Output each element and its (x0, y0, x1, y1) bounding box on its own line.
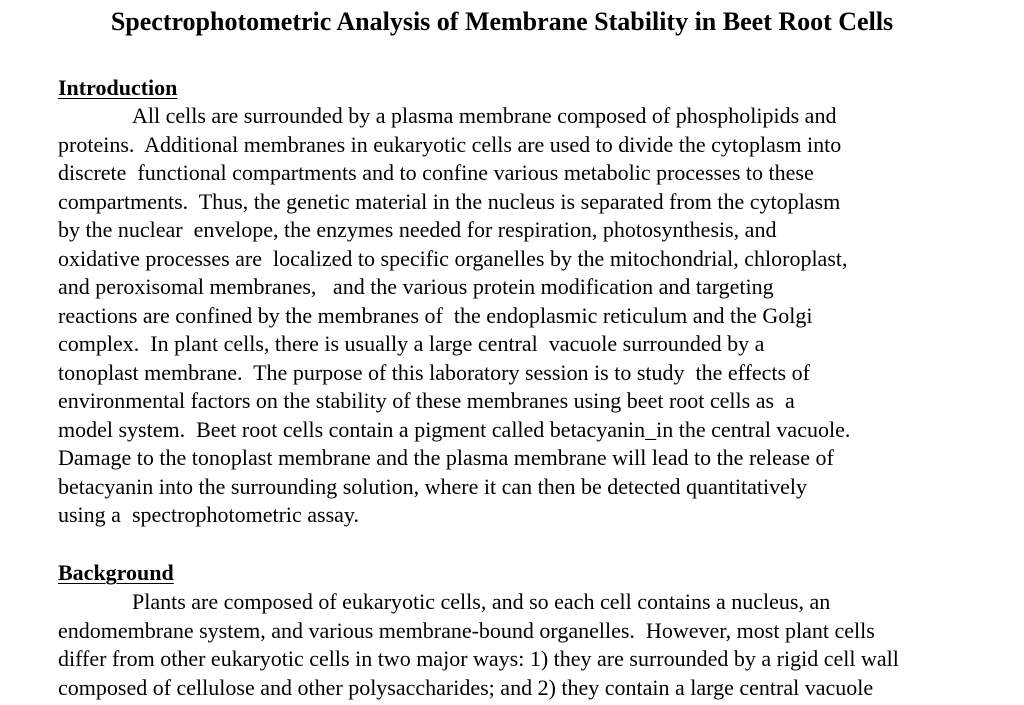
text-line: complex. In plant cells, there is usually a large central vacuole surrounded by a (58, 331, 765, 356)
text-line: Damage to the tonoplast membrane and the plasma membrane will lead to the release of (58, 445, 834, 470)
text-line: composed of cellulose and other polysaccharides; and 2) they contain a large central vacuole (58, 674, 874, 700)
text-line: and peroxisomal membranes, and the various protein modification and targeting (58, 274, 774, 299)
introduction-heading: Introduction (58, 75, 178, 100)
background-paragraph (58, 588, 1018, 702)
background-heading: Background (58, 560, 174, 585)
text-line: compartments. Thus, the genetic material in the nucleus is separated from the cytoplasm (58, 188, 841, 214)
text-line: differ from other eukaryotic cells in two major ways: 1) they are surrounded by a rigid cell wall (58, 646, 899, 671)
text-line: tonoplast membrane. The purpose of this laboratory session is to study the effects of (58, 359, 810, 385)
text-line: Plants are composed of eukaryotic cells, and so each cell contains a nucleus, an (132, 589, 831, 614)
document-title: Spectrophotometric Analysis of Membrane Stability in Beet Root Cells (110, 7, 894, 36)
text-line: endomembrane system, and various membrane-bound organelles. However, most plant cells (58, 617, 875, 643)
text-line: model system. Beet root cells contain a pigment called betacyanin_in the central vacuole. (58, 416, 851, 442)
text-line: proteins. Additional membranes in eukaryotic cells are used to divide the cytoplasm into (58, 131, 842, 157)
text-line: oxidative processes are localized to specific organelles by the mitochondrial, chloroplast, (58, 245, 848, 271)
text-line: discrete functional compartments and to confine various metabolic processes to these (58, 160, 814, 185)
text-line: All cells are surrounded by a plasma membrane composed of phospholipids and (132, 103, 837, 128)
text-line: environmental factors on the stability of these membranes using beet root cells as a (58, 388, 795, 413)
introduction-paragraph (58, 102, 1018, 530)
text-line: using a spectrophotometric assay. (58, 502, 359, 527)
text-line: reactions are confined by the membranes of the endoplasmic reticulum and the Golgi (58, 302, 813, 328)
text-line: by the nuclear envelope, the enzymes needed for respiration, photosynthesis, and (58, 217, 777, 242)
text-line: betacyanin into the surrounding solution, where it can then be detected quantitatively (58, 473, 807, 499)
